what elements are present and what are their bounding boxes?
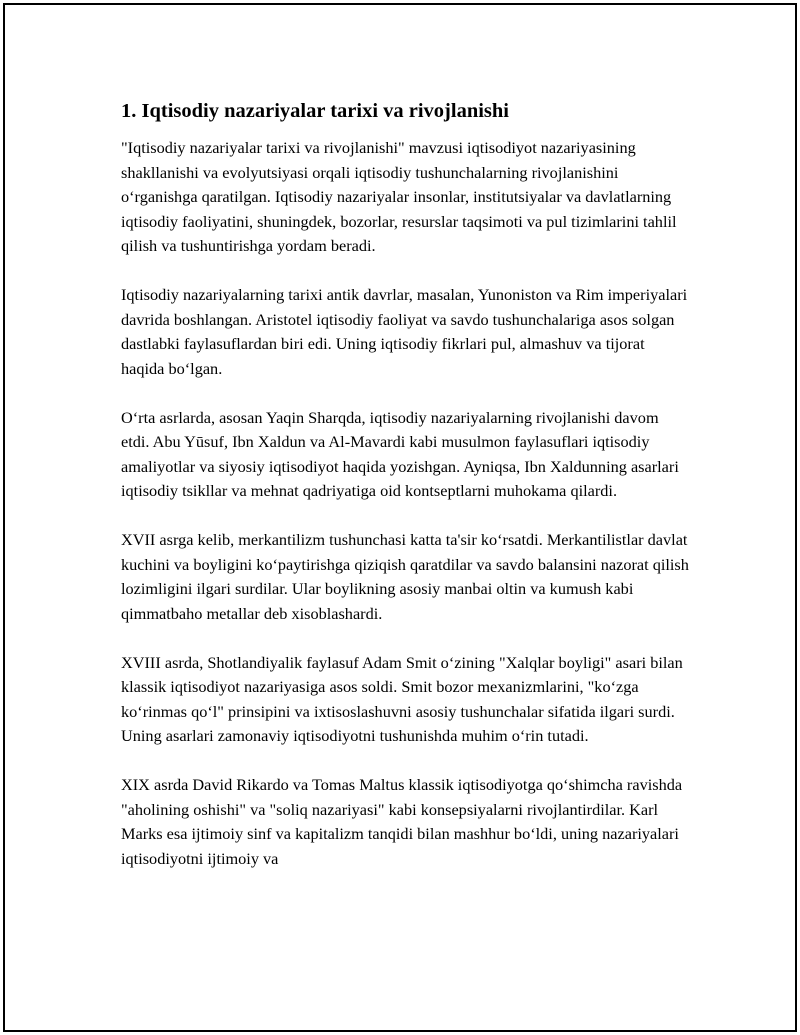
paragraph-antiquity: Iqtisodiy nazariyalarning tarixi antik davrlar, masalan, Yunoniston va Rim imperiyalari davrida boshlangan. Aristotel iqtisodiy faoliyat va savdo tushunchalariga asos solgan dastlabki faylasuflardan biri edi. Uning iqtisodiy fikrlari pul, almashuv va tijorat haqida boʻlgan. — [121, 285, 688, 378]
document-body — [121, 98, 691, 871]
paragraph-mercantilism: XVII asrga kelib, merkantilizm tushunchasi katta ta'sir koʻrsatdi. Merkantilistlar davlat kuchini va boyligini koʻpaytirishga qiziqish qaratdilar va savdo balansini nazorat qilish lozimligini ilgari surdilar. Ular boylikning asosiy manbai oltin va kumush kabi qimmatbaho metallar deb xisoblashardi. — [121, 530, 689, 623]
paragraph-intro: "Iqtisodiy nazariyalar tarixi va rivojlanishi" mavzusi iqtisodiyot nazariyasining shakllanishi va evolyutsiyasi orqali iqtisodiy tushunchalarning rivojlanishini oʻrganishga qaratilgan. Iqtisodiy nazariyalar insonlar, institutsiyalar va davlatlarning iqtisodiy faoliyatini, shuningdek, bozorlar, resurslar taqsimoti va pul tizimlarini tahlil qilish va tushuntirishga yordam beradi. — [121, 138, 677, 255]
paragraph-nineteenth-century: XIX asrda David Rikardo va Tomas Maltus klassik iqtisodiyotga qoʻshimcha ravishda "aholining oshishi" va "soliq nazariyasi" kabi konsepsiyalarni rivojlantirdilar. Karl Marks esa ijtimoiy sinf va kapitalizm tanqidi bilan mashhur boʻldi, uning nazariyalari iqtisodiyotni ijtimoiy va — [121, 775, 683, 868]
document-title: 1. Iqtisodiy nazariyalar tarixi va rivojlanishi — [121, 100, 509, 122]
page-frame — [3, 3, 797, 1032]
paragraph-adam-smith: XVIII asrda, Shotlandiyalik faylasuf Adam Smit oʻzining "Xalqlar boyligi" asari bilan klassik iqtisodiyot nazariyasiga asos soldi. Smit bozor mexanizmlarini, "koʻzga koʻrinmas qoʻl" prinsipini va ixtisoslashuvni asosiy tushunchalar sifatida ilgari surdi. Uning asarlari zamonaviy iqtisodiyotni tushunishda muhim oʻrin tutadi. — [121, 652, 683, 745]
paragraph-middle-ages: Oʻrta asrlarda, asosan Yaqin Sharqda, iqtisodiy nazariyalarning rivojlanishi davom etdi. Abu Yūsuf, Ibn Xaldun va Al-Mavardi kabi musulmon faylasuflari iqtisodiy amaliyotlar va siyosiy iqtisodiyot haqida yozishgan. Ayniqsa, Ibn Xaldunning asarlari iqtisodiy tsikllar va mehnat qadriyatiga oid kontseptlarni muhokama qilardi. — [121, 407, 679, 500]
